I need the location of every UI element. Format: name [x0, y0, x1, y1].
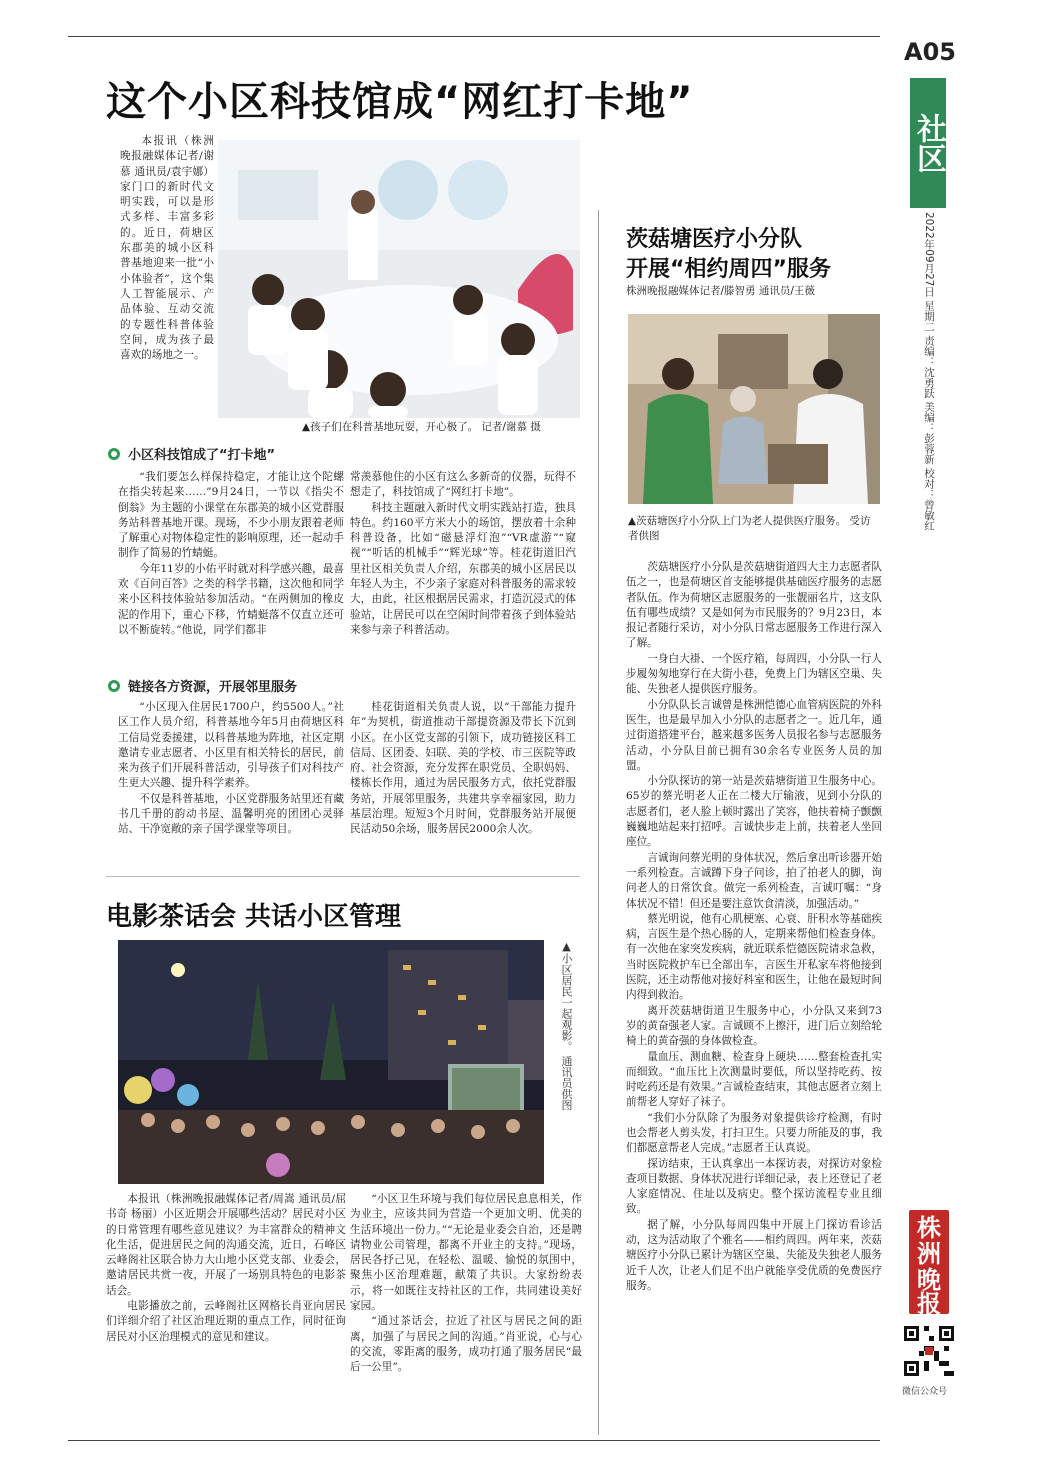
top-rule — [68, 36, 880, 37]
paragraph: 小分队探访的第一站是茨菇塘街道卫生服务中心。65岁的蔡光明老人正在二楼大厅输液，见到小分队的志愿者们，老人脸上顿时露出了笑容，他扶着椅子颤颤巍巍地站起来打招呼。言诚快步走上前，扶着老人坐回座位。 — [626, 775, 882, 849]
paragraph: 不仅是科普基地，小区党群服务站里还有藏书几千册的韵动书屋、温馨明亮的团团心灵驿站、干净宽敞的亲子国学课堂等项目。 — [118, 792, 344, 836]
bullet-icon — [108, 448, 120, 460]
paragraph: 茨菇塘医疗小分队是茨菇塘街道四大主力志愿者队伍之一，也是荷塘区首支能够提供基础医疗服务的志愿者队伍。作为荷塘区志愿服务的一张靓丽名片，这支队伍有哪些成绩？又是如何为市民服务的？9月23日，本报记者随行采访，对小分队日常志愿服务工作进行深入了解。 — [626, 561, 882, 650]
article2-headline-line1: 茨菇塘医疗小分队 — [626, 227, 803, 252]
article3-col2 — [350, 1192, 582, 1392]
section-divider — [106, 876, 580, 877]
paragraph: 探访结束，王认真拿出一本探访表，对探访对象检查项目数据、身体状况进行详细记录，表上还登记了老人家庭情况、住址以及病史。整个探访流程专业且细致。 — [626, 1157, 882, 1216]
article1-photo-caption: ▲孩子们在科普基地玩耍，开心极了。 记者/谢慕 摄 — [302, 421, 541, 433]
svg-text:晚: 晚 — [917, 1265, 941, 1294]
masthead-logo — [906, 1208, 952, 1318]
paragraph: “我们要怎么样保持稳定，才能让这个陀螺在指尖转起来……”9月24日，一节以《指尖不倒翁》为主题的小课堂在东郡美的城小区党群服务站科普基地开课。现场，不少小朋友跟着老师了解重心对物体稳定性的影响原理，还一起动手制作了简易的竹蜻蜓。 — [118, 471, 344, 560]
article2-body — [626, 560, 882, 1360]
paragraph: 离开茨菇塘街道卫生服务中心，小分队又来到73岁的黄奋强老人家。言诚顾不上擦汗，进门后立刻给轮椅上的黄奋强的身体做检查。 — [626, 1004, 882, 1048]
svg-text:洲: 洲 — [917, 1239, 941, 1268]
bullet-icon — [108, 680, 120, 692]
article3-col1 — [106, 1192, 346, 1392]
article3-headline: 电影茶话会 共话小区管理 — [106, 902, 402, 932]
article1-sub2-col2 — [350, 700, 576, 860]
article1-photo — [218, 140, 580, 418]
paragraph: 小分队队长言诚曾是株洲恺德心血管病医院的外科医生，也是最早加入小分队的志愿者之一。近几年，通过街道搭建平台，越来越多医务人员报名参与志愿服务活动，小分队目前已拥有30余名专业医务人员的加盟。 — [626, 698, 882, 772]
article3-photo — [118, 940, 544, 1184]
paragraph: “我们小分队除了为服务对象提供诊疗检测，有时也会帮老人剪头发，打扫卫生。只要力所能及的事，我们都愿意帮老人完成。”志愿者王认真说。 — [626, 1111, 882, 1155]
paragraph: 据了解，小分队每周四集中开展上门探访看诊活动，这为活动取了个雅名——相约周四。两年来，茨菇塘医疗小分队已累计为辖区空巢、失能及失独老人服务近千人次，让老人们足不出户就能享受优质的免费医疗服务。 — [626, 1218, 882, 1292]
article1-subhead-1 — [108, 444, 275, 463]
paragraph: 言诚询问蔡光明的身体状况，然后拿出听诊器开始一系列检查。言诚蹲下身子问诊，拍了拍老人的脚，询问老人的日常饮食。做完一系列检查，言诚叮嘱：“身体状况不错！但还是要注意饮食清淡，加强活动。” — [626, 851, 882, 910]
bottom-rule — [68, 1440, 880, 1441]
paragraph: “通过茶话会，拉近了社区与居民之间的距离，加强了与居民之间的沟通。”肖亚说，心与心的交流，零距离的服务，成功打通了服务居民“最后一公里”。 — [350, 1315, 582, 1374]
page-number: A05 — [904, 38, 956, 66]
svg-text:报: 报 — [917, 1289, 941, 1318]
qr-label: 微信公众号 — [902, 1387, 948, 1397]
paragraph: 桂花街道相关负责人说，以“干部能力提升年”为契机，街道推动干部提资源及带长下沉到小区。在小区党支部的引领下，成功链接区科工信局、区团委、妇联、美的学校、市三医院等政府、社会资源，充分发挥在职党员、全职妈妈、楼栋长作用，通过为居民服务方式，依托党群服务站，开展邻里服务，共建共享幸福家园，助力基层治理。短短3个月时间，党群服务站开展便民活动50余场，服务居民2000余人次。 — [350, 701, 576, 836]
article2-photo-caption: ▲茨菇塘医疗小分队上门为老人提供医疗服务。 受访者供图 — [628, 515, 871, 542]
qr-code-icon — [904, 1326, 954, 1376]
article2-byline: 株洲晚报融媒体记者/滕智勇 通讯员/王薇 — [626, 285, 815, 297]
subhead-2-text: 链接各方资源，开展邻里服务 — [128, 680, 298, 695]
article1-sub2-col1 — [118, 700, 344, 860]
article2-photo — [628, 314, 880, 504]
column-divider — [598, 210, 599, 1435]
paragraph: 今年11岁的小佑平时就对科学感兴趣，最喜欢《百问百答》之类的科学书籍，这次他和同学来小区科技体验站参加活动。“在两侧加的橡皮泥的作用下，重心下移，竹蜻蜓落不仅直立还可以不断旋转。”他说，同学们都非 — [118, 562, 344, 636]
paragraph: 电影播放之前，云峰阁社区网格长肖亚向居民们详细介绍了社区治理近期的重点工作，同时征询居民对小区治理模式的意见和建议。 — [106, 1300, 346, 1343]
paragraph: 一身白大褂、一个医疗箱，每周四，小分队一行人步履匆匆地穿行在大街小巷，免费上门为辖区空巢、失能、失独老人提供医疗服务。 — [626, 652, 882, 696]
svg-text:株: 株 — [917, 1213, 941, 1242]
paragraph: 常羡慕他住的小区有这么多新奇的仪器，玩得不想走了，科技馆成了“网红打卡地”。 — [350, 471, 576, 499]
article1-subhead-2 — [108, 676, 297, 695]
article1-headline: 这个小区科技馆成“网红打卡地” — [106, 79, 694, 125]
section-tab: 社区 — [910, 78, 946, 208]
article1-lead-text: 本报讯（株洲晚报融媒体记者/谢慕 通讯员/袁宇娜）家门口的新时代文明实践，可以是形式多样、丰富多彩的。近日，荷塘区东郡美的城小区科普基地迎来一批“小小体验者”，这个集人工智能展示、产品体验、互动交流的专题性科普体验空间，成为孩子最喜欢的场地之一。 — [120, 135, 214, 362]
article1-sub1-col2 — [350, 470, 576, 670]
paragraph: “小区现入住居民1700户，约5500人。”社区工作人员介绍，科普基地今年5月由荷塘区科工信局党委援建，以科普基地为阵地，社区定期邀请专业志愿者、小区里有相关特长的居民，前来为孩子们开展科普活动，引导孩子们对科技产生更大兴趣、提升科学素养。 — [118, 701, 344, 790]
article1-lead — [120, 134, 214, 424]
paragraph: “小区卫生环境与我们每位居民息息相关，作为业主，应该共同为营造一个更加文明、优美的生活环境出一份力。”“无论是业委会自治，还是聘请物业公司管理，都离不开业主的支持。”现场，居民各抒己见，在轻松、温暖、愉悦的氛围中，聚焦小区治理难题，献策了共识。大家纷纷表示，将一如既往支持社区的工作，共同建设美好家园。 — [350, 1193, 582, 1313]
article3-photo-caption: ▲小区居民一起观影。 通讯员供图 — [560, 940, 573, 1111]
date-line: 2022年09月27日 星期二 责编：沈勇跃 美编：彭蓉新 校对：曾敏红 — [923, 212, 935, 531]
subhead-1-text: 小区科技馆成了“打卡地” — [128, 448, 276, 463]
article1-sub1-col1 — [118, 470, 344, 670]
article2-headline-line2: 开展“相约周四”服务 — [626, 257, 831, 282]
paragraph: 本报讯（株洲晚报融媒体记者/周嵩 通讯员/屈书奇 杨丽）小区近期会开展哪些活动？居民对小区的日常管理有哪些意见建议？为丰富群众的精神文化生活，促进居民之间的沟通交流，近日，石峰区云峰阁社区联合协力大山地小区党支部、业委会，邀请居民共赏一夜，开展了一场别具特色的电影茶话会。 — [106, 1193, 346, 1297]
paragraph: 科技主题融入新时代文明实践站打造，独具特色。约160平方米大小的场馆，摆放着十余种科普设备，比如“磁悬浮灯泡”“VR虚游”“窥视”“听话的机械手”“辉光球”等。桂花街道旧汽里社区相关负责人介绍，东郡美的城小区居民以年轻人为主，不少亲子家庭对科普服务的需求较大，由此，社区根据居民需求，打造沉浸式的体验站，让居民可以在空闲时间带着孩子到体验站来参与亲子科普活动。 — [350, 501, 576, 636]
paragraph: 量血压、测血糖、检查身上硬块……整套检查扎实而细致。“血压比上次测量时要低，所以坚持吃药、按时吃药还是有效果。”言诚检查结束，其他志愿者立刻上前帮老人穿好了袜子。 — [626, 1050, 882, 1109]
paragraph: 蔡光明说，他有心肌梗塞、心衰、肝积水等基础疾病，言医生是个热心肠的人，定期来帮他们检查身体。有一次他在家突发疾病，就近联系恺德医院请求急救，当时医院救护车已全部出车，言医生开私家车将他接到医院，还主动帮他对接好科室和医生，让他在最短时间内得到救治。 — [626, 912, 882, 1002]
